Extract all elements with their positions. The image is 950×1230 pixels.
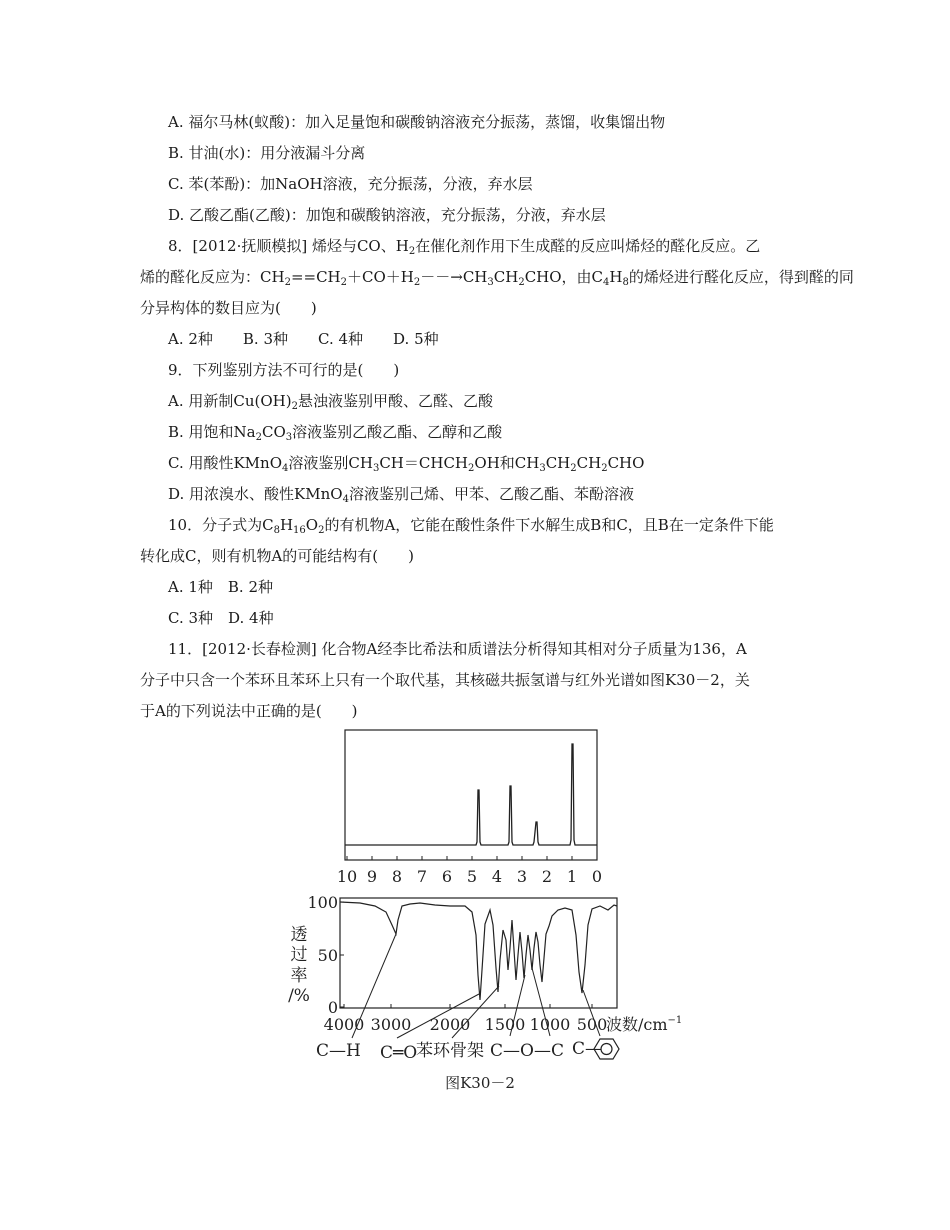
ann-c-h: C—H [316, 1041, 361, 1061]
ann-c-o-c: C—O—C [490, 1041, 564, 1061]
q8-options: A. 2种 B. 3种 C. 4种 D. 5种 [168, 330, 439, 348]
nmr-tick-labels [337, 867, 602, 886]
ir-y-label-char: /% [288, 986, 310, 1006]
ir-x-tick-label: 4000 [323, 1015, 365, 1034]
nmr-tick-label: 4 [491, 867, 503, 886]
q10-line-1: 10．分子式为$C_8H_{16}O_2$的有机物A，它能在酸性条件下水解生成B和C，且B在一定条件下能 [168, 516, 774, 536]
figure-caption: 图K30－2 [445, 1074, 515, 1092]
q7-option-c: C. 苯(苯酚)：加NaOH溶液，充分振荡，分液，弃水层 [168, 175, 533, 193]
nmr-tick-label: 2 [541, 867, 553, 886]
ir-y-tick-labels [307, 893, 338, 1017]
nmr-spectrum [337, 730, 602, 886]
nmr-tick-label: 1 [566, 867, 578, 886]
ir-y-tick-label: 50 [317, 946, 338, 965]
ir-x-tick-label: 500 [576, 1015, 608, 1034]
figure-k30-2 [288, 720, 720, 1100]
nmr-tick-label: 3 [516, 867, 528, 886]
ir-y-tick-label: 0 [327, 998, 338, 1017]
nmr-trace [345, 744, 597, 845]
q7-option-a: A. 福尔马林(蚁酸)：加入足量饱和碳酸钠溶液充分振荡，蒸馏，收集馏出物 [168, 113, 666, 131]
nmr-tick-label: 8 [391, 867, 403, 886]
nmr-tick-label: 7 [416, 867, 428, 886]
ir-annotations [316, 1039, 602, 1063]
nmr-tick-label: 9 [366, 867, 378, 886]
nmr-tick-label: 10 [336, 867, 358, 886]
nmr-tick-label: 5 [466, 867, 478, 886]
ann-ring-skeleton: 苯环骨架 [416, 1041, 484, 1061]
q8-line-1: 8．[2012·抚顺模拟] 烯烃与CO、$H_2$在催化剂作用下生成醛的反应叫烯烃的醛化反应。乙 [168, 237, 761, 257]
q11-line-2: 分子中只含一个苯环且苯环上只有一个取代基，其核磁共振氢谱与红外光谱如图K30－2，关 [140, 671, 750, 689]
ir-spectrum [288, 893, 682, 1063]
ir-y-label [288, 925, 310, 1006]
q8-line-2: 烯的醛化反应为：$CH_2==CH_2+CO+H_2--\to CH_3CH_2CHO$，由$C_4H_8$的烯烃进行醛化反应，得到醛的同 [140, 268, 854, 288]
q10-options-1: A. 1种 B. 2种 [168, 578, 274, 596]
nmr-frame [345, 730, 597, 860]
q9-option-c: C. 用酸性KMnO$_4$溶液鉴别$CH_3CH=CHCH_2OH$和$CH_3CH_2CH_2CHO$ [168, 454, 645, 474]
q10-options-2: C. 3种 D. 4种 [168, 609, 274, 627]
q9-option-b: B. 用饱和$Na_2CO_3$溶液鉴别乙酸乙酯、乙醇和乙酸 [168, 423, 503, 443]
nmr-tick-label: 6 [441, 867, 453, 886]
q9-stem: 9．下列鉴别方法不可行的是( ) [168, 361, 400, 379]
ir-y-label-char: 透 [290, 925, 308, 945]
q9-option-a: A. 用新制$Cu(OH)_2$悬浊液鉴别甲酸、乙醛、乙酸 [168, 392, 493, 412]
q10-line-2: 转化成C，则有机物A的可能结构有( ) [140, 547, 415, 565]
ir-frame [340, 898, 617, 1008]
ir-x-tick-label: 3000 [370, 1015, 412, 1034]
ir-x-tick-label: 1000 [529, 1015, 571, 1034]
q7-option-b: B. 甘油(水)：用分液漏斗分离 [168, 144, 366, 162]
q8-line-3: 分异构体的数目应为( ) [140, 299, 317, 317]
ir-x-tick-label: 1500 [484, 1015, 526, 1034]
ann-c-phenyl: C— [572, 1039, 603, 1059]
ir-y-label-char: 率 [290, 966, 308, 986]
ir-y-tick-label: 100 [307, 893, 338, 912]
ir-y-label-char: 过 [290, 945, 308, 965]
ir-trace [340, 902, 617, 1000]
ann-c-o: C═O [380, 1043, 418, 1063]
nmr-tick-label: 0 [591, 867, 603, 886]
ir-x-tick-labels [324, 1015, 608, 1034]
q11-line-1: 11．[2012·长春检测] 化合物A经李比希法和质谱法分析得知其相对分子质量为136，A [168, 640, 747, 658]
ir-x-tick-label: 2000 [429, 1015, 471, 1034]
ir-x-unit: 波数$/cm^{-1}$ [606, 1015, 683, 1034]
q9-option-d: D. 用浓溴水、酸性KMnO$_4$溶液鉴别己烯、甲苯、乙酸乙酯、苯酚溶液 [168, 485, 634, 505]
q11-line-3: 于A的下列说法中正确的是( ) [140, 702, 358, 720]
q7-option-d: D. 乙酸乙酯(乙酸)：加饱和碳酸钠溶液，充分振荡，分液，弃水层 [168, 206, 606, 224]
